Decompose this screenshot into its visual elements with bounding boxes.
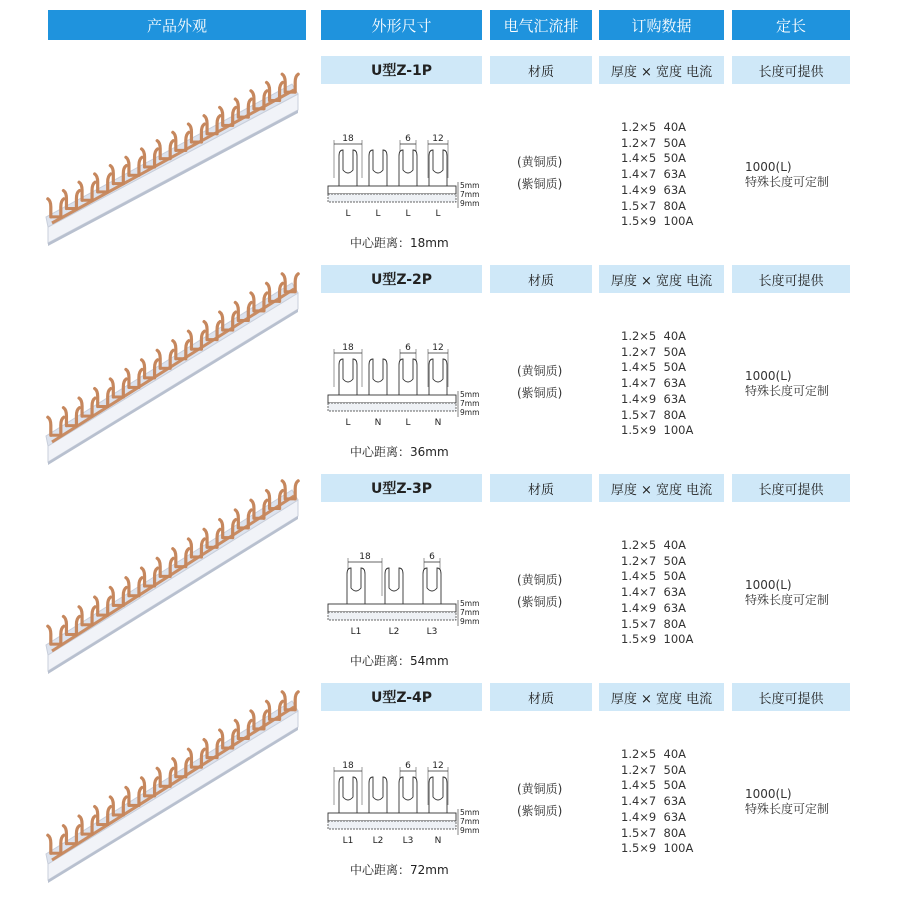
spec-item: 1.2×7 50A bbox=[621, 762, 687, 777]
material-item: (黄铜质) bbox=[517, 155, 563, 169]
height-label-h3: 9mm bbox=[460, 408, 480, 417]
fork-outline bbox=[339, 359, 357, 395]
spec-item: 1.4×5 50A bbox=[621, 360, 687, 375]
product-image bbox=[36, 271, 316, 471]
height-label-h1: 5mm bbox=[460, 808, 480, 817]
fork-outline bbox=[339, 777, 357, 813]
header-length: 定长 bbox=[732, 10, 850, 40]
height-label-h1: 5mm bbox=[460, 390, 480, 399]
length-item: 1000(L) bbox=[745, 160, 792, 174]
busbar-photo bbox=[36, 62, 316, 262]
spec-list bbox=[621, 747, 726, 857]
length-item: 特殊长度可定制 bbox=[745, 175, 830, 189]
phase-label: L2 bbox=[372, 836, 384, 846]
spec-item: 1.2×5 40A bbox=[621, 120, 687, 134]
spec-item: 1.4×9 63A bbox=[621, 182, 687, 197]
dim-label-pitch: 18 bbox=[342, 134, 354, 144]
phase-label: L3 bbox=[426, 627, 438, 637]
spec-item: 1.5×9 100A bbox=[621, 632, 694, 647]
material-item: (紫铜质) bbox=[517, 595, 563, 609]
center-distance: 中心距离：36mm bbox=[350, 445, 449, 459]
dim-label-gap: 6 bbox=[429, 552, 435, 562]
rail-front bbox=[48, 500, 298, 671]
phase-label: L1 bbox=[350, 627, 362, 637]
material-item: (黄铜质) bbox=[517, 573, 563, 587]
length-item: 1000(L) bbox=[745, 578, 792, 592]
material-item: (紫铜质) bbox=[517, 804, 563, 818]
fork-outline bbox=[423, 568, 441, 604]
material-list bbox=[517, 151, 587, 195]
center-distance: 中心距离：72mm bbox=[350, 863, 449, 877]
length-item: 特殊长度可定制 bbox=[745, 802, 830, 816]
height-label-h2: 7mm bbox=[460, 608, 480, 617]
phase-label: N bbox=[434, 836, 442, 846]
rail-front bbox=[48, 94, 298, 243]
length-info bbox=[745, 369, 855, 399]
spec-item: 1.5×7 80A bbox=[621, 825, 687, 840]
phase-label: L2 bbox=[388, 627, 400, 637]
spec-item: 1.4×5 50A bbox=[621, 151, 687, 166]
busbar-photo bbox=[36, 480, 316, 680]
dimension-svg bbox=[324, 124, 480, 234]
model-name: U型Z-1P bbox=[321, 56, 482, 84]
material-list bbox=[517, 778, 587, 822]
length-subheader: 长度可提供 bbox=[732, 474, 850, 502]
length-subheader: 长度可提供 bbox=[732, 56, 850, 84]
rail-outline bbox=[328, 604, 456, 612]
spec-item: 1.4×7 63A bbox=[621, 794, 687, 809]
product-image bbox=[36, 480, 316, 680]
material-list bbox=[517, 360, 587, 404]
fork-outline bbox=[369, 777, 387, 813]
phase-label: L bbox=[405, 209, 411, 219]
phase-label: L bbox=[405, 418, 411, 428]
phase-label: L bbox=[345, 418, 351, 428]
fork-outline bbox=[399, 150, 417, 186]
length-item: 1000(L) bbox=[745, 369, 792, 383]
spec-item: 1.2×7 50A bbox=[621, 135, 687, 150]
spec-subheader: 厚度 × 宽度 电流 bbox=[599, 56, 724, 84]
fork-outline bbox=[339, 150, 357, 186]
spec-item: 1.4×5 50A bbox=[621, 778, 687, 793]
product-image bbox=[36, 62, 316, 262]
dimension-svg bbox=[324, 542, 480, 652]
dim-label-gap: 6 bbox=[405, 343, 411, 353]
spec-item: 1.5×9 100A bbox=[621, 423, 694, 438]
fork-outline bbox=[369, 150, 387, 186]
material-subheader: 材质 bbox=[490, 56, 592, 84]
material-item: (紫铜质) bbox=[517, 386, 563, 400]
spec-list bbox=[621, 329, 726, 439]
height-label-h2: 7mm bbox=[460, 190, 480, 199]
fork-outline bbox=[369, 359, 387, 395]
height-label-h1: 5mm bbox=[460, 181, 480, 190]
dim-label-gap: 6 bbox=[405, 134, 411, 144]
fork-outline bbox=[429, 359, 447, 395]
fork-outline bbox=[429, 150, 447, 186]
rail-shadow bbox=[48, 110, 298, 246]
phase-label: L bbox=[345, 209, 351, 219]
height-label-h2: 7mm bbox=[460, 399, 480, 408]
model-name: U型Z-3P bbox=[321, 474, 482, 502]
length-subheader: 长度可提供 bbox=[732, 265, 850, 293]
height-label-h3: 9mm bbox=[460, 826, 480, 835]
header-appearance: 产品外观 bbox=[48, 10, 306, 40]
spec-item: 1.2×5 40A bbox=[621, 747, 687, 761]
dimension-diagram bbox=[324, 124, 480, 234]
busbar-photo bbox=[36, 689, 316, 889]
phase-label: N bbox=[374, 418, 382, 428]
fork-outline bbox=[347, 568, 365, 604]
model-name: U型Z-2P bbox=[321, 265, 482, 293]
rail-front bbox=[48, 711, 298, 880]
center-distance: 中心距离：54mm bbox=[350, 654, 449, 668]
dimension-svg bbox=[324, 751, 480, 861]
spec-subheader: 厚度 × 宽度 电流 bbox=[599, 683, 724, 711]
spec-subheader: 厚度 × 宽度 电流 bbox=[599, 474, 724, 502]
length-item: 特殊长度可定制 bbox=[745, 384, 830, 398]
material-item: (紫铜质) bbox=[517, 177, 563, 191]
rail-outline bbox=[328, 813, 456, 821]
spec-item: 1.2×5 40A bbox=[621, 538, 687, 552]
length-info bbox=[745, 160, 855, 190]
material-list bbox=[517, 569, 587, 613]
spec-item: 1.4×9 63A bbox=[621, 600, 687, 615]
spec-item: 1.2×5 40A bbox=[621, 329, 687, 343]
height-label-h2: 7mm bbox=[460, 817, 480, 826]
busbar-photo bbox=[36, 271, 316, 471]
spec-item: 1.5×7 80A bbox=[621, 198, 687, 213]
material-subheader: 材质 bbox=[490, 265, 592, 293]
rail-front bbox=[48, 293, 298, 462]
material-item: (黄铜质) bbox=[517, 782, 563, 796]
length-info bbox=[745, 787, 855, 817]
dim-label-width: 12 bbox=[432, 134, 444, 144]
dimension-diagram bbox=[324, 751, 480, 861]
fork-outline bbox=[429, 777, 447, 813]
rail-base bbox=[328, 821, 456, 829]
spec-item: 1.4×7 63A bbox=[621, 585, 687, 600]
rail-outline bbox=[328, 395, 456, 403]
height-label-h1: 5mm bbox=[460, 599, 480, 608]
spec-list bbox=[621, 538, 726, 648]
length-item: 特殊长度可定制 bbox=[745, 593, 830, 607]
spec-list bbox=[621, 120, 726, 230]
dim-label-width: 12 bbox=[432, 761, 444, 771]
phase-label: L1 bbox=[342, 836, 354, 846]
phase-label: L bbox=[375, 209, 381, 219]
material-subheader: 材质 bbox=[490, 474, 592, 502]
model-name: U型Z-4P bbox=[321, 683, 482, 711]
header-order: 订购数据 bbox=[599, 10, 724, 40]
dim-label-gap: 6 bbox=[405, 761, 411, 771]
fork-outline bbox=[399, 359, 417, 395]
spec-item: 1.5×9 100A bbox=[621, 214, 694, 229]
rail-shadow bbox=[48, 309, 298, 465]
phase-label: L bbox=[435, 209, 441, 219]
header-busbar: 电气汇流排 bbox=[490, 10, 592, 40]
spec-item: 1.2×7 50A bbox=[621, 553, 687, 568]
fork-outline bbox=[385, 568, 403, 604]
spec-item: 1.5×7 80A bbox=[621, 407, 687, 422]
spec-item: 1.4×7 63A bbox=[621, 376, 687, 391]
rail-shadow bbox=[48, 516, 298, 674]
dimension-diagram bbox=[324, 542, 480, 652]
dim-label-width: 12 bbox=[432, 343, 444, 353]
length-subheader: 长度可提供 bbox=[732, 683, 850, 711]
fork-outline bbox=[399, 777, 417, 813]
rail-base bbox=[328, 403, 456, 411]
spec-item: 1.4×9 63A bbox=[621, 391, 687, 406]
rail-shadow bbox=[48, 727, 298, 883]
phase-label: L3 bbox=[402, 836, 414, 846]
spec-item: 1.4×9 63A bbox=[621, 809, 687, 824]
dim-label-pitch: 18 bbox=[342, 761, 354, 771]
spec-item: 1.2×7 50A bbox=[621, 344, 687, 359]
header-dimensions: 外形尺寸 bbox=[321, 10, 482, 40]
material-subheader: 材质 bbox=[490, 683, 592, 711]
length-info bbox=[745, 578, 855, 608]
dimension-diagram bbox=[324, 333, 480, 443]
material-item: (黄铜质) bbox=[517, 364, 563, 378]
length-item: 1000(L) bbox=[745, 787, 792, 801]
spec-item: 1.4×7 63A bbox=[621, 167, 687, 182]
product-image bbox=[36, 689, 316, 889]
rail-base bbox=[328, 612, 456, 620]
dim-label-pitch: 18 bbox=[342, 343, 354, 353]
spec-item: 1.5×7 80A bbox=[621, 616, 687, 631]
dimension-svg bbox=[324, 333, 480, 443]
spec-item: 1.5×9 100A bbox=[621, 841, 694, 856]
height-label-h3: 9mm bbox=[460, 199, 480, 208]
rail-base bbox=[328, 194, 456, 202]
rail-outline bbox=[328, 186, 456, 194]
dim-label-pitch: 18 bbox=[359, 552, 371, 562]
spec-subheader: 厚度 × 宽度 电流 bbox=[599, 265, 724, 293]
spec-item: 1.4×5 50A bbox=[621, 569, 687, 584]
center-distance: 中心距离：18mm bbox=[350, 236, 449, 250]
height-label-h3: 9mm bbox=[460, 617, 480, 626]
phase-label: N bbox=[434, 418, 442, 428]
